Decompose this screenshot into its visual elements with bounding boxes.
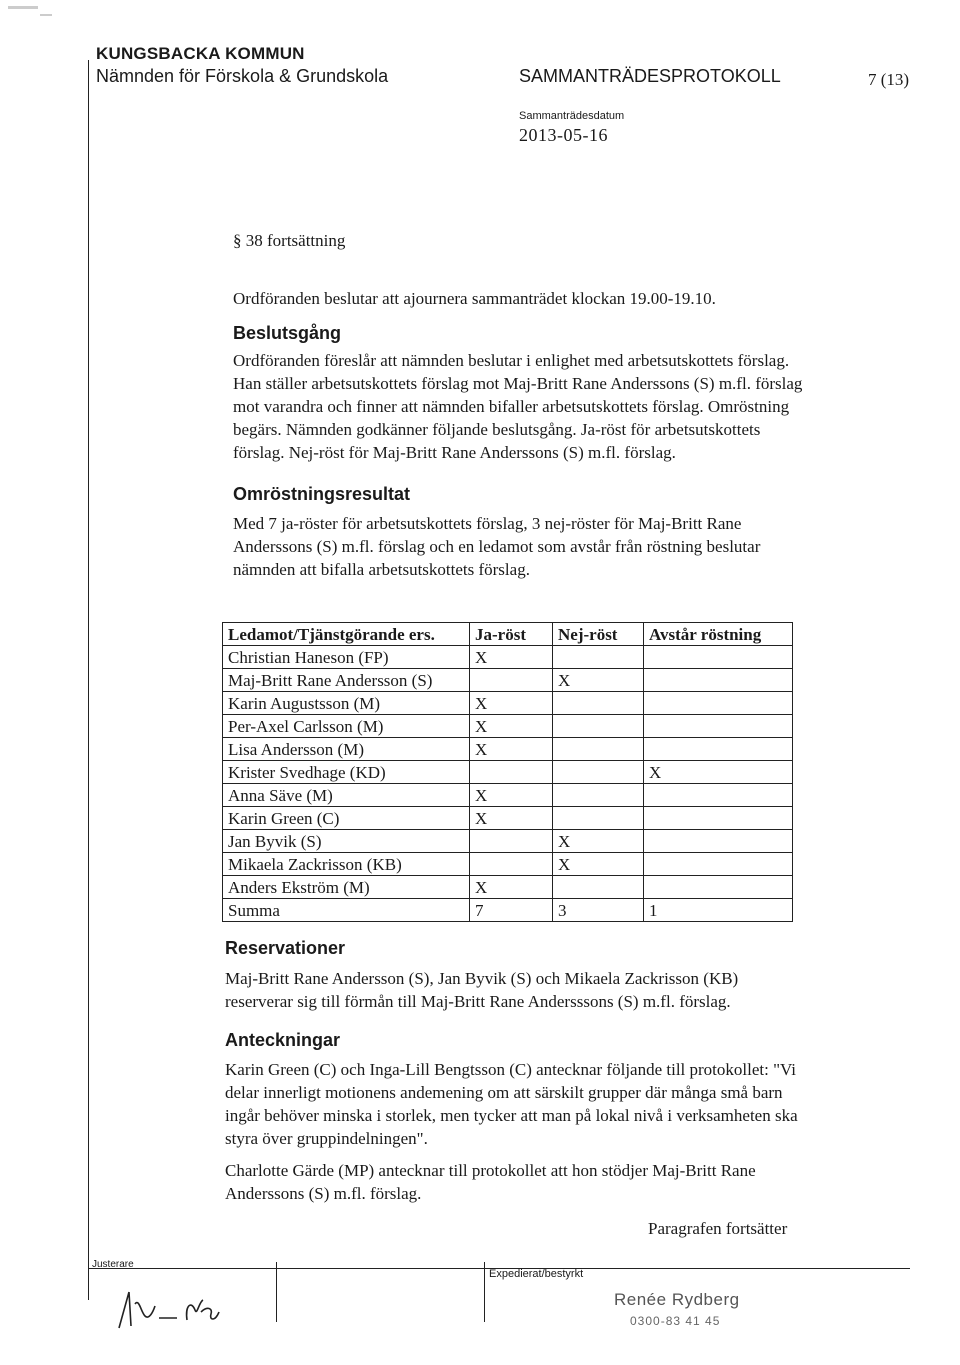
member-cell: Anna Säve (M)	[223, 784, 470, 807]
yes-cell: X	[470, 646, 553, 669]
page-number: 7 (13)	[868, 70, 910, 89]
no-cell	[553, 807, 644, 830]
abstain-cell	[644, 692, 793, 715]
abstain-cell	[644, 830, 793, 853]
paragraph-heading: § 38 fortsättning	[233, 231, 346, 250]
summary-label-cell: Summa	[223, 899, 470, 922]
yes-cell	[470, 669, 553, 692]
table-row	[223, 853, 793, 876]
text-line: nämnden att bifalla arbetsutskottets förslag.	[233, 560, 530, 579]
member-cell: Maj-Britt Rane Andersson (S)	[223, 669, 470, 692]
yes-cell: X	[470, 715, 553, 738]
vote-table	[222, 622, 793, 922]
text-line: Charlotte Gärde (MP) antecknar till protokollet att hon stödjer Maj-Britt Rane	[225, 1161, 756, 1180]
beslutsgang-title: Beslutsgång	[233, 323, 342, 343]
intro-text: Ordföranden beslutar att ajournera sammanträdet klockan 19.00-19.10.	[233, 289, 716, 308]
reservationer-title: Reservationer	[225, 938, 346, 958]
text-line: Ordföranden föreslår att nämnden beslutar i enlighet med arbetsutskottets förslag.	[233, 351, 790, 370]
continues-note: Paragrafen fortsätter	[648, 1219, 788, 1238]
member-cell: Karin Green (C)	[223, 807, 470, 830]
abstain-cell	[644, 715, 793, 738]
abstain-cell	[644, 738, 793, 761]
result-title: Omröstningsresultat	[233, 484, 411, 504]
abstain-cell	[644, 853, 793, 876]
table-row	[223, 738, 793, 761]
text-line: mot varandra och finner att nämnden bifaller arbetsutskottets förslag. Omröstning	[233, 397, 790, 416]
member-cell: Mikaela Zackrisson (KB)	[223, 853, 470, 876]
left-margin-rule	[88, 60, 89, 1300]
no-cell: X	[553, 669, 644, 692]
table-row	[223, 715, 793, 738]
table-row	[223, 669, 793, 692]
yes-cell	[470, 853, 553, 876]
table-row	[223, 807, 793, 830]
table-row	[223, 761, 793, 784]
reservationer-body	[225, 967, 738, 1013]
abstain-cell	[644, 876, 793, 899]
no-cell: X	[553, 853, 644, 876]
anteckningar-body-1	[225, 1058, 798, 1150]
abstain-cell	[644, 784, 793, 807]
column-header: Avstår röstning	[644, 623, 793, 646]
text-line: Med 7 ja-röster för arbetsutskottets förslag, 3 nej-röster för Maj-Britt Rane	[233, 514, 742, 533]
text-line: Maj-Britt Rane Andersson (S), Jan Byvik (S) och Mikaela Zackrisson (KB)	[225, 969, 739, 988]
text-line: delar innerligt motionens andemening om att särskilt grupper där många små barn	[225, 1083, 783, 1102]
no-cell	[553, 876, 644, 899]
yes-cell: X	[470, 876, 553, 899]
table-row	[223, 784, 793, 807]
member-cell: Per-Axel Carlsson (M)	[223, 715, 470, 738]
member-cell: Krister Svedhage (KD)	[223, 761, 470, 784]
text-line: Han ställer arbetsutskottets förslag mot Maj-Britt Rane Anderssons (S) m.fl. förslag	[233, 374, 803, 393]
abstain-cell	[644, 807, 793, 830]
committee-name: Nämnden för Förskola & Grundskola	[96, 66, 389, 86]
no-cell	[553, 646, 644, 669]
signer-name: Renée Rydberg	[614, 1290, 740, 1309]
column-header: Ledamot/Tjänstgörande ers.	[223, 623, 470, 646]
text-line: Anderssons (S) m.fl. förslag och en ledamot som avstår från röstning beslutar	[233, 537, 761, 556]
table-row	[223, 646, 793, 669]
footer-divider	[276, 1262, 277, 1322]
table-row	[223, 830, 793, 853]
no-cell	[553, 692, 644, 715]
justerare-label: Justerare	[92, 1259, 134, 1270]
summary-row	[223, 899, 793, 922]
text-line: förslag. Nej-röst för Maj-Britt Rane Anderssons (S) m.fl. förslag.	[233, 443, 676, 462]
yes-cell	[470, 761, 553, 784]
table-row	[223, 876, 793, 899]
abstain-cell: X	[644, 761, 793, 784]
date-label: Sammanträdesdatum	[519, 110, 625, 122]
no-cell	[553, 715, 644, 738]
text-line: Anderssons (S) m.fl. förslag.	[225, 1184, 422, 1203]
anteckningar-title: Anteckningar	[225, 1030, 341, 1050]
result-body	[233, 512, 760, 581]
yes-cell: X	[470, 807, 553, 830]
table-header-row	[223, 623, 793, 646]
footer-divider	[484, 1262, 485, 1322]
member-cell: Jan Byvik (S)	[223, 830, 470, 853]
yes-cell: X	[470, 692, 553, 715]
text-line: Karin Green (C) och Inga-Lill Bengtsson (C) antecknar följande till protokollet: "Vi	[225, 1060, 797, 1079]
document-type: SAMMANTRÄDESPROTOKOLL	[519, 66, 781, 86]
anteckningar-body-2	[225, 1159, 756, 1205]
column-header: Ja-röst	[470, 623, 553, 646]
beslutsgang-body	[233, 349, 802, 464]
member-cell: Christian Haneson (FP)	[223, 646, 470, 669]
yes-cell: X	[470, 784, 553, 807]
yes-cell	[470, 830, 553, 853]
no-cell	[553, 784, 644, 807]
abstain-cell	[644, 646, 793, 669]
initials-signature	[115, 1282, 245, 1332]
member-cell: Anders Ekström (M)	[223, 876, 470, 899]
abstain-total-cell: 1	[644, 899, 793, 922]
table-row	[223, 692, 793, 715]
text-line: styra över gruppindelningen".	[225, 1129, 428, 1148]
text-line: reserverar sig till förmån till Maj-Britt Rane Andersssons (S) m.fl. förslag.	[225, 992, 731, 1011]
no-total-cell: 3	[553, 899, 644, 922]
member-cell: Karin Augustsson (M)	[223, 692, 470, 715]
org-name: KUNGSBACKA KOMMUN	[96, 44, 305, 63]
no-cell	[553, 761, 644, 784]
abstain-cell	[644, 669, 793, 692]
yes-cell: X	[470, 738, 553, 761]
column-header: Nej-röst	[553, 623, 644, 646]
expedierat-label: Expedierat/bestyrkt	[489, 1268, 584, 1280]
member-cell: Lisa Andersson (M)	[223, 738, 470, 761]
no-cell	[553, 738, 644, 761]
scan-artifact	[8, 6, 38, 9]
signer-phone: 0300-83 41 45	[630, 1314, 721, 1328]
meeting-date: 2013-05-16	[519, 125, 608, 145]
no-cell: X	[553, 830, 644, 853]
text-line: begärs. Nämnden godkänner följande beslutsgång. Ja-röst för arbetsutskottets	[233, 420, 761, 439]
text-line: ingår behöver minska i storlek, men tycker att man på lokal nivå i verksamheten ska	[225, 1106, 798, 1125]
scan-artifact	[40, 14, 52, 16]
yes-total-cell: 7	[470, 899, 553, 922]
